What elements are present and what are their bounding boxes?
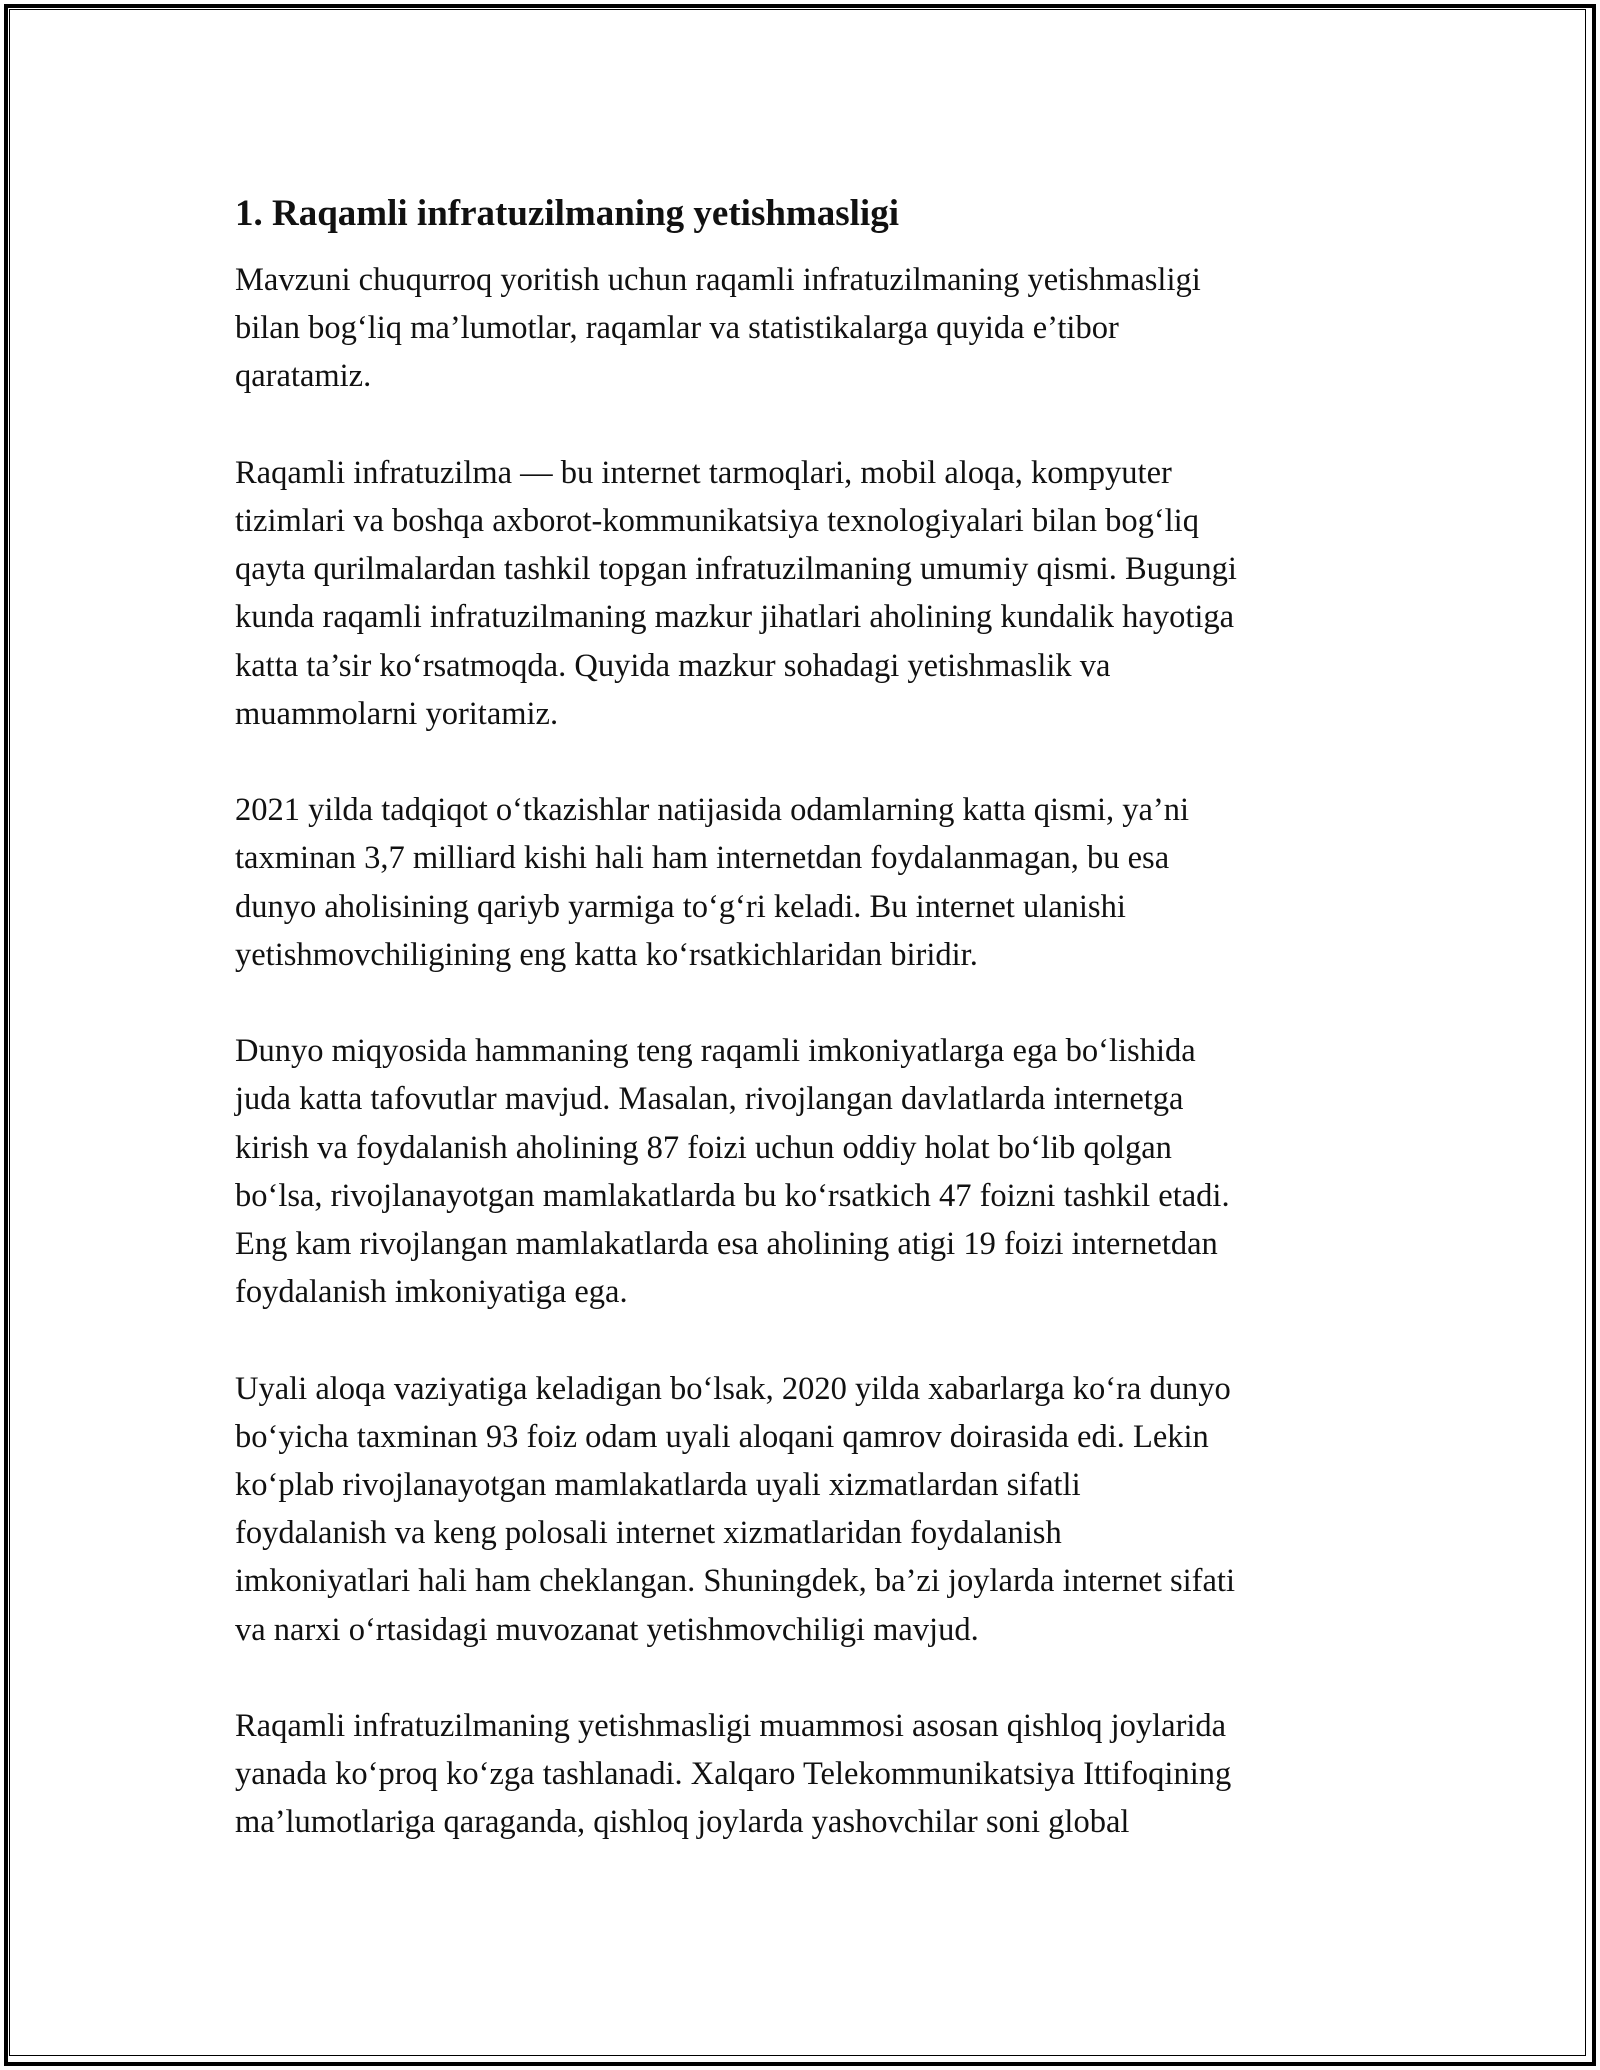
paragraph-line: yetishmovchiligining eng katta ko‘rsatkichlaridan biridir. (235, 936, 978, 973)
paragraph-definition (235, 449, 1370, 738)
paragraph-line: ma’lumotlariga qaraganda, qishloq joylarda yashovchilar soni global (235, 1804, 1130, 1841)
paragraph-line: katta ta’sir ko‘rsatmoqda. Quyida mazkur sohadagi yetishmaslik va (235, 647, 1111, 684)
paragraph-line: Mavzuni chuqurroq yoritish uchun raqamli infratuzilmaning yetishmasligi (235, 262, 1201, 298)
paragraph-line: bo‘lsa, rivojlanayotgan mamlakatlarda bu ko‘rsatkich 47 foizni tashkil etadi. (235, 1177, 1230, 1214)
paragraph-line: taxminan 3,7 milliard kishi hali ham internetdan foydalanmagan, bu esa (235, 840, 1170, 877)
paragraph-mobile-coverage (235, 1365, 1370, 1654)
document-body (235, 190, 1370, 1895)
paragraph-line: dunyo aholisining qariyb yarmiga to‘g‘ri keladi. Bu internet ulanishi (235, 888, 1126, 925)
paragraph-line: Raqamli infratuzilmaning yetishmasligi muammosi asosan qishloq joylarida (235, 1708, 1227, 1745)
paragraph-line: foydalanish va keng polosali internet xizmatlaridan foydalanish (235, 1515, 1062, 1552)
paragraph-intro (235, 256, 1370, 401)
paragraph-line: tizimlari va boshqa axborot-kommunikatsiya texnologiyalari bilan bog‘liq (235, 503, 1199, 539)
paragraph-line: qaratamiz. (235, 358, 372, 395)
paragraph-line: bo‘yicha taxminan 93 foiz odam uyali aloqani qamrov doirasida edi. Lekin (235, 1418, 1209, 1455)
paragraph-line: Dunyo miqyosida hammaning teng raqamli imkoniyatlarga ega bo‘lishida (235, 1033, 1196, 1070)
paragraph-line: imkoniyatlari hali ham cheklangan. Shuningdek, ba’zi joylarda internet sifati (235, 1563, 1235, 1600)
paragraph-line: juda katta tafovutlar mavjud. Masalan, rivojlangan davlatlarda internetga (235, 1081, 1184, 1118)
paragraph-line: bilan bog‘liq ma’lumotlar, raqamlar va statistikalarga quyida e’tibor (235, 310, 1119, 347)
paragraph-line: ko‘plab rivojlanayotgan mamlakatlarda uyali xizmatlardan sifatli (235, 1467, 1081, 1504)
paragraph-digital-divide (235, 1027, 1370, 1316)
paragraph-line: yanada ko‘proq ko‘zga tashlanadi. Xalqaro Telekommunikatsiya Ittifoqining (235, 1756, 1232, 1793)
paragraph-line: qayta qurilmalardan tashkil topgan infratuzilmaning umumiy qismi. Bugungi (235, 551, 1237, 588)
paragraph-line: kunda raqamli infratuzilmaning mazkur jihatlari aholining kundalik hayotiga (235, 599, 1235, 636)
paragraph-line: muammolarni yoritamiz. (235, 695, 559, 732)
paragraph-line: Uyali aloqa vaziyatiga keladigan bo‘lsak, 2020 yilda xabarlarga ko‘ra dunyo (235, 1370, 1231, 1407)
paragraph-internet-usage (235, 786, 1370, 979)
paragraph-line: va narxi o‘rtasidagi muvozanat yetishmovchiligi mavjud. (235, 1611, 979, 1648)
paragraph-line: Eng kam rivojlangan mamlakatlarda esa aholining atigi 19 foizi internetdan (235, 1226, 1218, 1263)
paragraph-line: foydalanish imkoniyatiga ega. (235, 1274, 628, 1311)
paragraph-line: kirish va foydalanish aholining 87 foizi uchun oddiy holat bo‘lib qolgan (235, 1129, 1172, 1166)
paragraph-line: 2021 yilda tadqiqot o‘tkazishlar natijasida odamlarning katta qismi, ya’ni (235, 792, 1190, 829)
paragraph-rural-areas (235, 1702, 1370, 1847)
paragraph-line: Raqamli infratuzilma — bu internet tarmoqlari, mobil aloqa, kompyuter (235, 454, 1172, 491)
section-heading: 1. Raqamli infratuzilmaning yetishmasligi (235, 193, 899, 234)
